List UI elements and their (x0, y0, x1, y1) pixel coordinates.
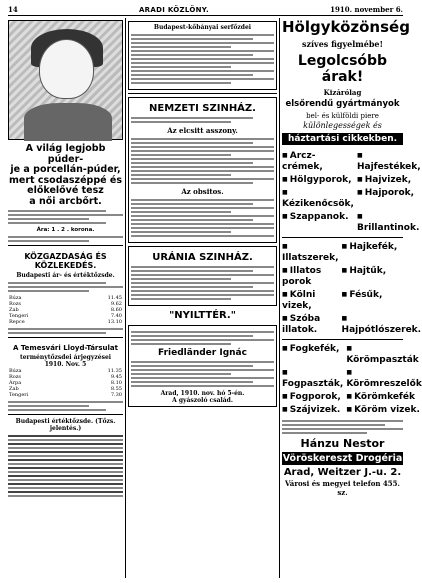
drogeria-line: bel- és külföldi piere (306, 112, 379, 120)
promo-line: a női arcbőrt. (29, 195, 102, 207)
table-row (8, 319, 123, 325)
list-item: ■ Körömkefék (346, 391, 422, 403)
drogeria-quality: elsőrendű gyártmányok (285, 99, 400, 109)
list-item: ■ Hajtűk, (342, 265, 422, 288)
drogeria-headline: Hölgyközönség (282, 18, 410, 36)
table-row (8, 392, 123, 398)
drogeria-banner: háztartási cikkekben. (282, 133, 403, 145)
bank-table (8, 368, 123, 398)
row-label: Zab (9, 307, 19, 313)
row-value: 7.30 (110, 392, 122, 398)
row-value: 9.45 (110, 374, 122, 380)
stock-listing (8, 435, 123, 497)
product-list-1 (282, 150, 421, 234)
list-item: ■ Hajvizek, (357, 174, 421, 186)
row-label: Tengeri (9, 392, 29, 398)
page-header (8, 4, 403, 16)
market-table (8, 295, 123, 325)
row-label: Búza (9, 295, 22, 301)
open-space-heading: "NYILTTÉR." (169, 310, 236, 321)
row-value: 11.45 (107, 295, 122, 301)
store-phone: Városi és megyei telefon 455. sz. (285, 479, 400, 497)
bank-date: 1910. Nov. 5 (44, 361, 87, 368)
row-label: Rozs (9, 301, 21, 307)
store-name: Vöröskereszt Drogéria (282, 453, 403, 464)
list-item: ■ Hajporok, (357, 187, 421, 210)
list-item: ■ Illatos porok (282, 265, 339, 288)
row-value: 13.10 (107, 319, 122, 325)
paper-title: ARADI KÖZLÖNY. (138, 5, 209, 14)
list-item: ■ Szappanok. (282, 211, 354, 234)
list-item: ■ Brillantinok. (357, 211, 421, 234)
illustration-dress (24, 103, 112, 141)
drogeria-exclusive: Kizárólag (323, 88, 362, 97)
list-item: ■ Fogporok, (282, 391, 343, 403)
store-address: Arad, Weitzer J.-u. 2. (283, 467, 402, 478)
product-list-3 (282, 343, 422, 416)
play-title: Az elcsitt asszony. (167, 126, 238, 135)
obituary-notice (128, 325, 277, 407)
row-label: Repce (9, 319, 25, 325)
list-item: ■ Köröm vizek. (346, 404, 422, 416)
illustration-face (39, 39, 94, 99)
list-item: ■ Fésűk, (342, 289, 422, 312)
owner-name: Hánzu Nestor (300, 437, 385, 450)
row-label: Zab (9, 386, 19, 392)
list-item: ■ Hajkefék, (342, 241, 422, 264)
brewery-notice (128, 21, 277, 90)
list-item: ■ Kölni vizek, (282, 289, 339, 312)
column-middle (128, 18, 277, 410)
list-item: ■ Szájvizek. (282, 404, 343, 416)
row-label: Búza (9, 368, 22, 374)
row-value: 8.55 (110, 386, 122, 392)
powder-illustration (8, 20, 123, 140)
row-value: 8.10 (110, 380, 122, 386)
bank-title: A Temesvári Lloyd-Társulat (12, 344, 119, 352)
promo-line: mert csodaszéppé és (9, 174, 122, 186)
stock-title: Budapesti értéktőzsde. (Tőzs. jelentés.) (15, 418, 116, 432)
theatre-national (128, 97, 277, 243)
powder-price: Ára: 1 . 2 . korona. (36, 227, 95, 233)
obituary-name: Friedländer Ignác (158, 348, 247, 358)
drogeria-line: különlegességek és (303, 121, 382, 130)
drogeria-sub: szíves figyelmébe! (301, 39, 384, 49)
list-item: ■ Szóba illatok. (282, 313, 339, 336)
list-item: ■ Kézikenőcsök, (282, 187, 354, 210)
obituary-family: A gyászoló család. (172, 397, 233, 404)
row-label: Árpa (9, 380, 22, 386)
drogeria-prices: Legolcsóbb árak! (297, 53, 388, 85)
product-list-2 (282, 241, 422, 336)
promo-line: előkelővé tesz (27, 185, 104, 196)
row-label: Tengeri (9, 313, 29, 319)
theatre-name: NEMZETI SZINHÁZ. (149, 103, 256, 114)
row-value: 9.62 (110, 301, 122, 307)
brewery-title: Budapest-kőbányai serfőzdei (153, 24, 252, 31)
obituary-place: Arad, 1910. nov. hó 5-én. (160, 390, 245, 397)
list-item: ■ Hölgyporok, (282, 174, 354, 186)
list-item: ■ Körömpaszták (346, 343, 422, 366)
list-item: ■ Fogpaszták, (282, 367, 343, 390)
powder-ad-headline (8, 144, 123, 207)
theatre-urania (128, 246, 277, 306)
list-item: ■ Hajfestékek, (357, 150, 421, 173)
market-sub: Budapesti ár- és értéktőzsde. (16, 272, 115, 279)
list-item: ■ Körömreszelők (346, 367, 422, 390)
promo-line: je a porcellán-púder, (10, 164, 121, 175)
list-item: ■ Illatszerek, (282, 241, 339, 264)
column-rule (279, 18, 280, 578)
list-item: ■ Arcz-crémek, (282, 150, 354, 173)
bank-sub: terménytőzsdei árjegyzései (19, 354, 112, 361)
column-rule (125, 18, 126, 578)
list-item: ■ Fogkefék, (282, 343, 343, 366)
promo-line: A világ legjobb púder- (25, 143, 106, 165)
market-section-title: KÖZGAZDASÁG ÉS KÖZLEKEDÉS. (24, 252, 107, 270)
theatre-name: URÁNIA SZINHÁZ. (152, 252, 253, 263)
play-title-2: Az obsitos. (181, 187, 224, 196)
row-label: Rozs (9, 374, 21, 380)
row-value: 8.60 (110, 307, 122, 313)
issue-date: 1910. november 6. (330, 5, 403, 14)
row-value: 7.40 (110, 313, 122, 319)
promo-body (8, 210, 123, 224)
list-item: ■ Hajpótlószerek. (342, 313, 422, 336)
column-left (8, 18, 123, 500)
row-value: 11.35 (107, 368, 122, 374)
page-number: 14 (8, 5, 18, 14)
column-right (282, 18, 422, 497)
